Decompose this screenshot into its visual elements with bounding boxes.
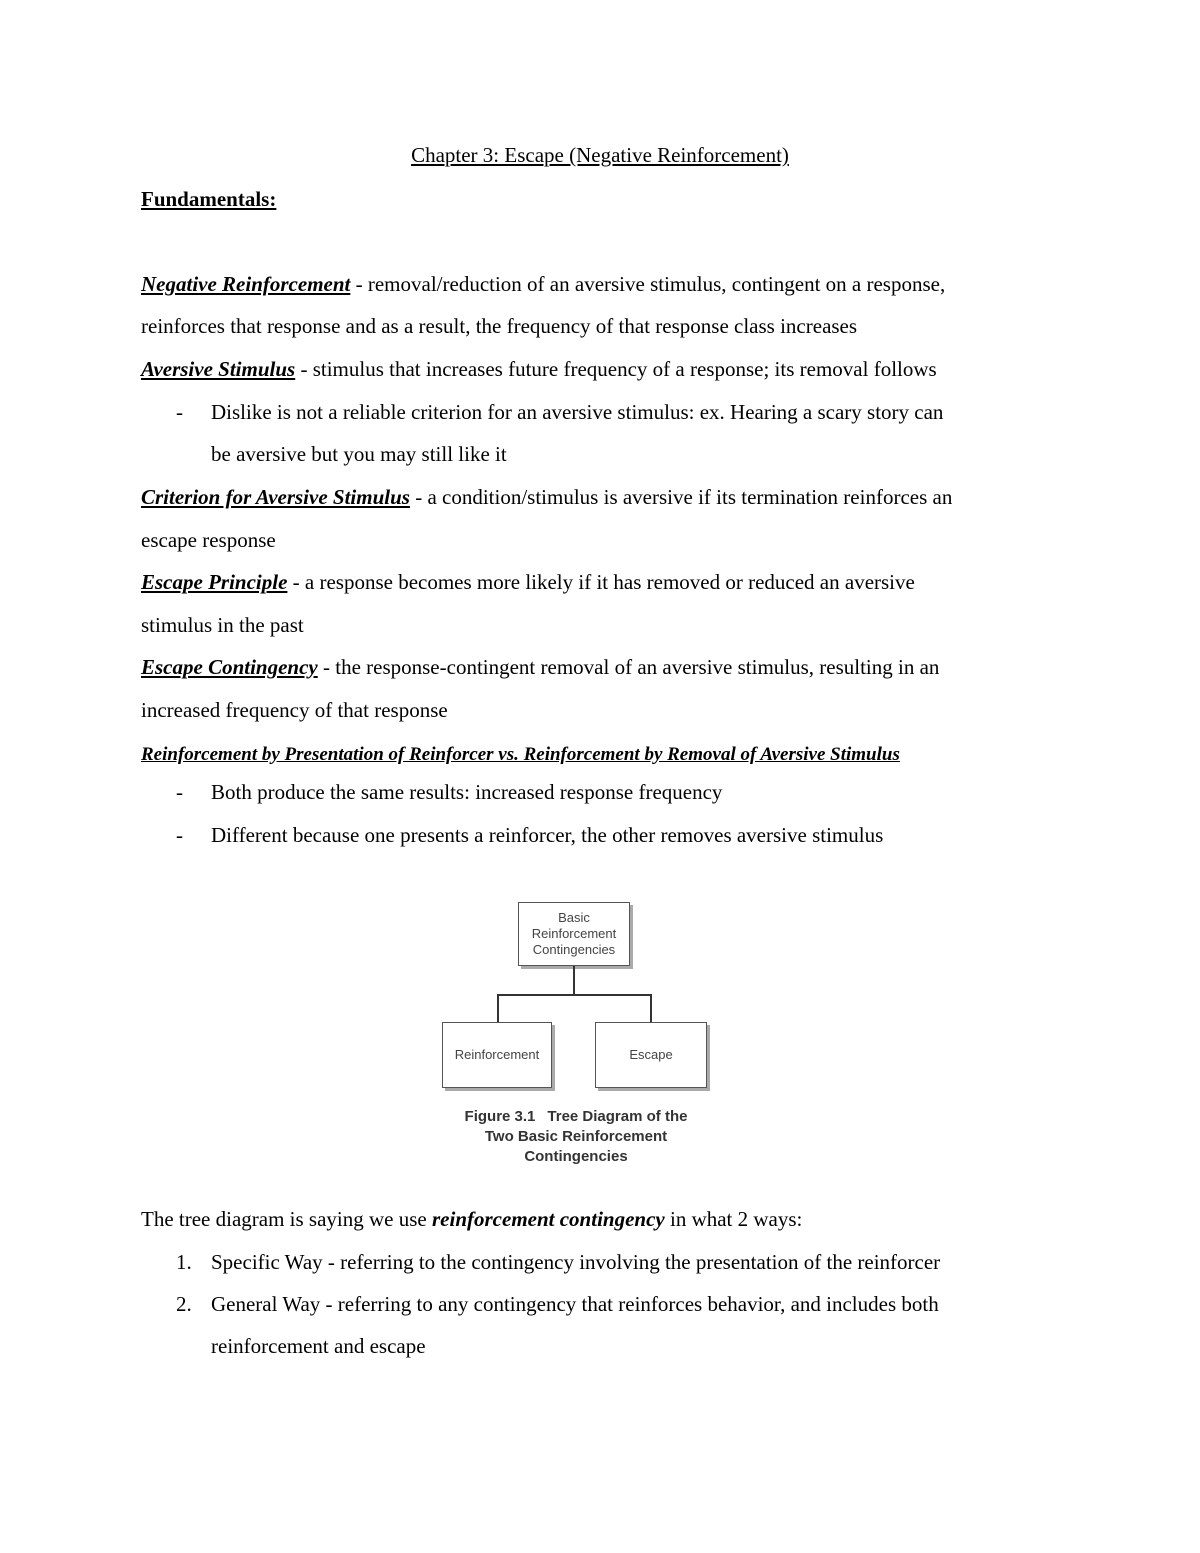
tree-diagram-explanation: The tree diagram is saying we use reinforcement contingency in what 2 ways:	[141, 1207, 803, 1231]
list-number: 1.	[176, 1250, 192, 1274]
connector-line	[497, 994, 652, 996]
definition-text: - a condition/stimulus is aversive if its termination reinforces an	[409, 485, 953, 509]
definition-continuation: reinforces that response and as a result, the frequency of that response class increases	[141, 314, 858, 338]
page-title: Chapter 3: Escape (Negative Reinforcement)	[411, 143, 789, 167]
list-item: Specific Way - referring to the contingency involving the presentation of the reinforcer	[211, 1250, 941, 1274]
tree-diagram-figure	[440, 900, 712, 1170]
list-item-continuation: reinforcement and escape	[211, 1334, 426, 1358]
emphasized-term: reinforcement contingency	[432, 1207, 665, 1231]
definition-text: - the response-contingent removal of an aversive stimulus, resulting in an	[317, 655, 940, 679]
definition-text: - a response becomes more likely if it has removed or reduced an aversive	[287, 570, 915, 594]
diagram-root-node: Basic Reinforcement Contingencies	[518, 902, 630, 966]
bullet-dash: -	[176, 823, 183, 847]
diagram-node-escape: Escape	[595, 1022, 707, 1088]
connector-line	[497, 994, 499, 1023]
term: Escape Contingency	[141, 655, 318, 679]
definition-continuation: escape response	[141, 528, 276, 552]
term: Aversive Stimulus	[141, 357, 296, 381]
bullet-dash: -	[176, 400, 183, 424]
definition-aversive-stimulus	[141, 355, 937, 383]
definition-continuation: stimulus in the past	[141, 613, 304, 637]
definition-continuation: increased frequency of that response	[141, 698, 448, 722]
connector-line	[573, 966, 575, 995]
section-heading: Fundamentals:	[141, 187, 277, 211]
bullet-text: Dislike is not a reliable criterion for an aversive stimulus: ex. Hearing a scary story can	[211, 400, 944, 424]
figure-caption: Figure 3.1 Tree Diagram of the Two Basic Reinforcement Contingencies	[464, 1108, 688, 1165]
term: Negative Reinforcement	[141, 272, 351, 296]
connector-line	[650, 994, 652, 1023]
comparison-bullet: Different because one presents a reinforcer, the other removes aversive stimulus	[211, 823, 884, 847]
term: Escape Principle	[141, 570, 288, 594]
definition-escape-contingency	[141, 653, 939, 681]
definition-text: - stimulus that increases future frequency of a response; its removal follows	[295, 357, 937, 381]
definition-escape-principle	[141, 568, 915, 596]
comparison-heading: Reinforcement by Presentation of Reinforcer vs. Reinforcement by Removal of Aversive Stimulus	[141, 744, 900, 765]
diagram-node-reinforcement: Reinforcement	[442, 1022, 552, 1088]
list-number: 2.	[176, 1292, 192, 1316]
bullet-continuation: be aversive but you may still like it	[211, 442, 507, 466]
definition-text: - removal/reduction of an aversive stimulus, contingent on a response,	[350, 272, 946, 296]
bullet-dash: -	[176, 780, 183, 804]
list-item: General Way - referring to any contingency that reinforces behavior, and includes both	[211, 1292, 939, 1316]
definition-criterion	[141, 483, 952, 511]
term: Criterion for Aversive Stimulus	[141, 485, 410, 509]
definition-negative-reinforcement	[141, 270, 945, 298]
comparison-bullet: Both produce the same results: increased response frequency	[211, 780, 723, 804]
